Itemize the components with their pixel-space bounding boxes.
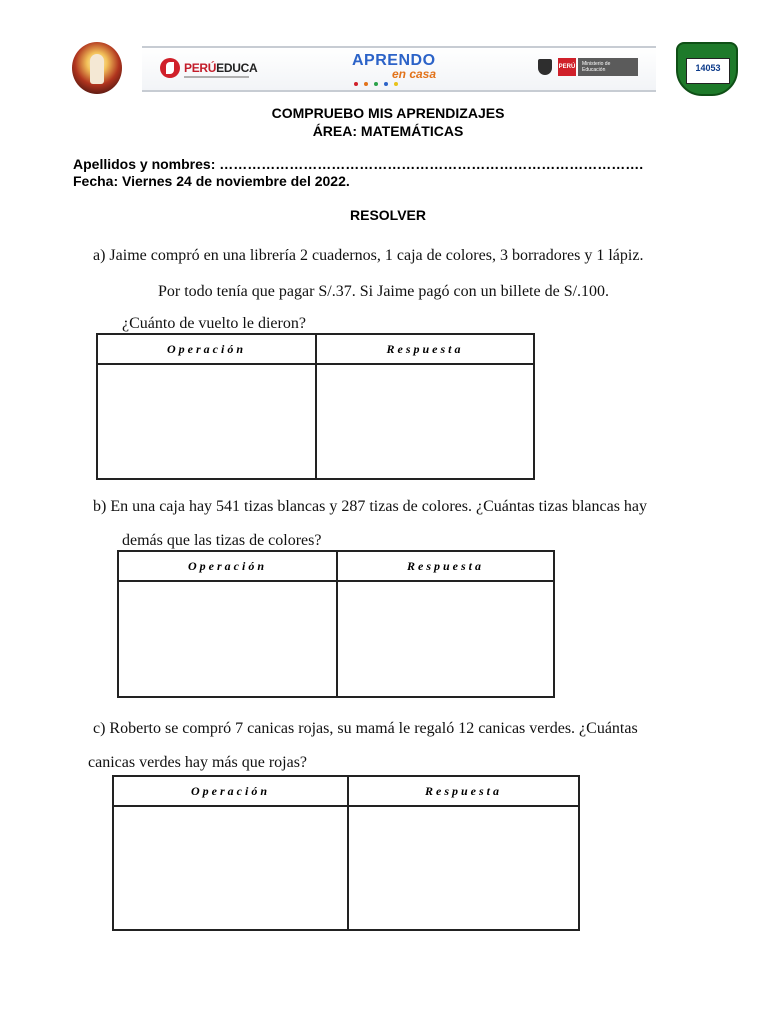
answer-table-a (96, 333, 535, 480)
column-header-respuesta: Respuesta (386, 342, 464, 356)
peru-educa-logo-text: PERÚEDUCA (184, 61, 258, 75)
column-header-respuesta: Respuesta (406, 559, 484, 573)
problem-a-line2: Por todo tenía que pagar S/.37. Si Jaime pagó con un billete de S/.100. (158, 283, 610, 300)
column-header-respuesta: Respuesta (424, 784, 502, 798)
problem-a-question: ¿Cuánto de vuelto le dieron? (122, 315, 306, 332)
gov-peru-flag: PERÚ (558, 58, 576, 76)
problem-a-line1: a) Jaime compró en una librería 2 cuadernos, 1 caja de colores, 3 borradores y 1 lápiz. (93, 247, 644, 264)
crest-shield (686, 58, 730, 84)
column-header-operacion: Operación (188, 559, 267, 573)
divine-mercy-logo (72, 42, 122, 94)
problem-b-line1: b) En una caja hay 541 tizas blancas y 287 tizas de colores. ¿Cuántas tizas blancas hay (93, 498, 648, 515)
section-heading: RESOLVER (350, 207, 426, 223)
dot-icon (364, 82, 368, 86)
page-subtitle: ÁREA: MATEMÁTICAS (312, 123, 464, 139)
aprendo-logo-text: APRENDO (352, 52, 436, 69)
coat-of-arms-icon (538, 59, 552, 75)
answer-table-b (117, 550, 555, 698)
figure-icon (90, 54, 104, 84)
school-crest-logo (676, 42, 738, 96)
column-header-operacion: Operación (191, 784, 270, 798)
dot-icon (354, 82, 358, 86)
problem-c-line1: c) Roberto se compró 7 canicas rojas, su mamá le regaló 12 canicas verdes. ¿Cuántas (93, 720, 638, 737)
dot-icon (394, 82, 398, 86)
name-line: Apellidos y nombres: ………………………………………………………………………………. (73, 156, 644, 172)
school-number: 14053 (695, 63, 721, 73)
dot-icon (384, 82, 388, 86)
aprendo-en-casa-banner (142, 46, 656, 92)
divider (184, 76, 249, 78)
answer-table-c (112, 775, 580, 931)
peru-educa-logo-icon (160, 58, 180, 78)
ministry-label: Ministerio de Educación (578, 58, 638, 76)
page-title: COMPRUEBO MIS APRENDIZAJES (271, 105, 505, 121)
problem-b-line2: demás que las tizas de colores? (122, 532, 322, 549)
dot-icon (374, 82, 378, 86)
problem-c-line2: canicas verdes hay más que rojas? (88, 754, 308, 771)
date-line: Fecha: Viernes 24 de noviembre del 2022. (73, 173, 350, 189)
en-casa-text: en casa (392, 67, 437, 81)
column-header-operacion: Operación (167, 342, 246, 356)
